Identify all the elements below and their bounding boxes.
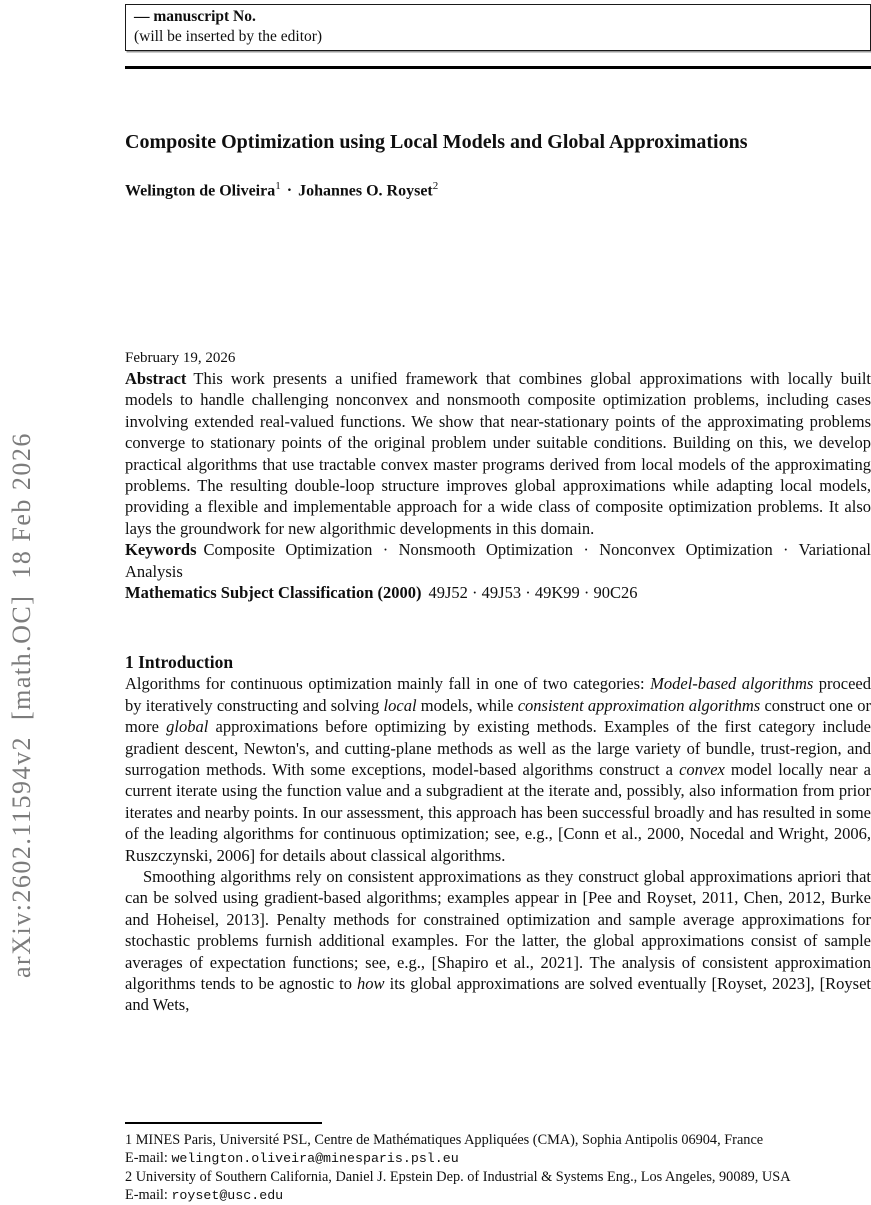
email-label: E-mail: (125, 1186, 172, 1203)
email-label: E-mail: (125, 1149, 172, 1166)
manuscript-editor-note: (will be inserted by the editor) (134, 27, 323, 45)
footnote-rule (125, 1122, 322, 1124)
text-run: models, while (416, 695, 518, 715)
text-run: construct one or more (125, 695, 871, 737)
footnotes (125, 1122, 871, 1205)
footnote-1-email-line (125, 1149, 871, 1168)
msc (125, 582, 871, 603)
text-run-italic: local (383, 695, 417, 715)
abstract-label: Abstract (125, 368, 187, 388)
text-run: model locally near a current iterate using the function value and a subgradient at the iterate and, possibly, also information from prior iterates and nearby points. In our assessment, this approach has been successful broadly and has resulted in some of the leading algorithms for continuous optimization; see, e.g., [Conn et al., 2000, Nocedal and Wright, 2006, Ruszczynski, 2006] for details about classical algorithms. (125, 760, 871, 865)
msc-label: Mathematics Subject Classification (2000) (125, 582, 422, 602)
manuscript-header-box (125, 4, 871, 51)
footnote-2-text: 2 University of Southern California, Daniel J. Epstein Dep. of Industrial & Systems Eng., Los Angeles, 90089, USA (125, 1168, 791, 1185)
text-run-italic: convex (679, 760, 725, 780)
authors-line (125, 176, 871, 201)
author-1-affiliation-mark: 1 (275, 179, 281, 192)
arxiv-watermark: arXiv:2602.11594v2 [math.OC] 18 Feb 2026 (7, 432, 36, 978)
author-separator: · (286, 181, 293, 199)
msc-codes: 49J52 · 49J53 · 49K99 · 90C26 (428, 582, 638, 602)
text-run: approximations before optimizing by existing methods. Examples of the first category include gradient descent, Newton's, and cutting-plane methods as well as the large variety of bundle, trust-region, and surrogation methods. With some exceptions, model-based algorithms construct a (125, 717, 871, 780)
keywords (125, 539, 871, 582)
submission-date: February 19, 2026 (125, 349, 236, 366)
footnote-2-email: royset@usc.edu (171, 1187, 284, 1203)
footnote-1-text: 1 MINES Paris, Université PSL, Centre de Mathématiques Appliquées (CMA), Sophia Antipolis 06904, France (125, 1131, 764, 1148)
text-run: its global approximations are solved eventually [Royset, 2023], [Royset and Wets, (125, 974, 871, 1015)
intro-paragraph-2 (125, 866, 871, 1016)
paper-title: Composite Optimization using Local Models and Global Approximations (125, 130, 748, 153)
footnote-2-email-line (125, 1186, 871, 1205)
author-1-name: Welington de Oliveira (125, 181, 276, 199)
section-1-heading: 1 Introduction (125, 652, 234, 673)
footnote-1 (125, 1131, 871, 1149)
text-run-italic: global (166, 717, 209, 737)
keywords-label: Keywords (125, 540, 197, 560)
text-run: Algorithms for continuous optimization mainly fall in one of two categories: (125, 674, 651, 694)
footnote-2 (125, 1168, 871, 1186)
footnote-1-email: welington.oliveira@minesparis.psl.eu (171, 1150, 459, 1166)
manuscript-no-line: — manuscript No. (134, 8, 256, 25)
keywords-text: Composite Optimization · Nonsmooth Optimization · Nonconvex Optimization · Variational Analysis (125, 540, 871, 581)
header-rule (125, 66, 871, 69)
text-run-italic: how (357, 974, 385, 994)
intro-paragraph-1 (125, 673, 871, 866)
text-run: proceed by iteratively constructing and solving (125, 674, 871, 715)
text-run: Smoothing algorithms rely on consistent approximations as they construct global approximations apriori that can be solved using gradient-based algorithms; examples appear in [Pee and Royset, 2011, Chen, 2012, Burke and Hoheisel, 2013]. Penalty methods for constrained optimization and sample average approximations for stochastic problems furnish additional examples. For the latter, the global approximations consist of sample averages of expectation functions; see, e.g., [Shapiro et al., 2021]. The analysis of consistent approximation algorithms tends to be agnostic to (125, 867, 871, 994)
abstract-text: This work presents a unified framework that combines global approximations with locally built models to handle challenging nonconvex and nonsmooth composite optimization problems, including cases involving extended real-valued functions. We show that near-stationary points of the approximating problems converge to stationary points of the original problem under suitable conditions. Building on this, we develop practical algorithms that use tractable convex master programs derived from local models of the approximating problems. The resulting double-loop structure improves global approximations while adapting local models, providing a flexible and implementable approach for a wide class of composite optimization problems. It also lays the groundwork for new algorithmic developments in this domain. (125, 368, 871, 538)
text-run-italic: consistent approximation algorithms (517, 695, 761, 715)
author-2-affiliation-mark: 2 (432, 179, 439, 192)
author-2-name: Johannes O. Royset (298, 181, 433, 199)
text-run-italic: Model-based algorithms (650, 674, 814, 694)
page-content (125, 0, 871, 1016)
abstract (125, 368, 871, 539)
